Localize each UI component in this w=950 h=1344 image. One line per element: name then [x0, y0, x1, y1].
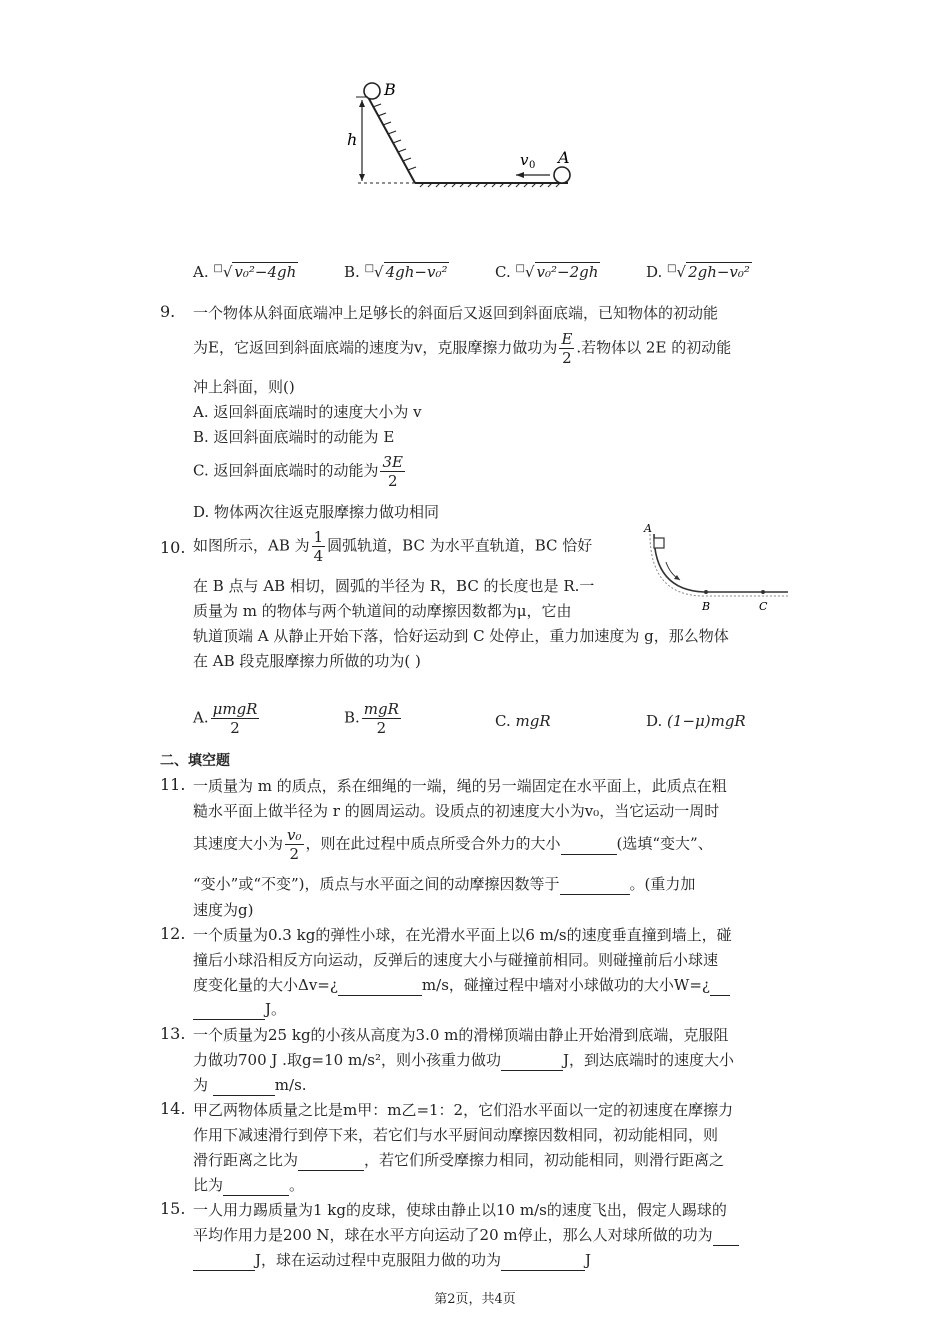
q9-option-d: D. 物体两次往返克服摩擦力做功相同 [193, 503, 440, 521]
q10-line3: 质量为 m 的物体与两个轨道间的动摩擦因数都为μ，它由 [193, 602, 572, 620]
q8-option-a: A. □√ v₀²−4gh [193, 263, 297, 281]
label-b: B [384, 80, 396, 99]
q14-blank2[interactable] [223, 1175, 289, 1196]
q10-option-c: C. mgR [495, 712, 551, 730]
q10-number: 10. [160, 538, 186, 557]
label-v0-sub: 0 [529, 160, 536, 171]
q12-line2: 撞后小球沿相反方向运动，反弹后的速度大小与碰撞前相同。则碰撞前后小球速 [193, 951, 719, 969]
q9-line2: 为E，它返回到斜面底端的速度为v，克服摩擦力做功为 $\frac{E}{2}$ .若物体以 2E 的初动能 [193, 330, 732, 367]
q9-line3: 冲上斜面，则() [193, 378, 295, 396]
q15-line1: 一人用力踢质量为1 kg的皮球，使球由静止以10 m/s的速度飞出，假定人踢球的 [193, 1201, 727, 1219]
q9-number: 9. [160, 302, 176, 321]
q10-line5: 在 AB 段克服摩擦力所做的功为( ) [193, 652, 421, 670]
q12-line4: J。 [193, 999, 286, 1020]
q11-blank1[interactable] [561, 834, 617, 855]
q10-line1: 如图所示，AB 为 $\frac{1}{4}$ 圆弧轨道，BC 为水平直轨道，BC 恰好 [193, 528, 593, 565]
q13-blank1[interactable] [501, 1050, 563, 1071]
q14-line1: 甲乙两物体质量之比是m甲：m乙=1：2，它们沿水平面以一定的初速度在摩擦力 [193, 1101, 734, 1119]
q14-line3: 滑行距离之比为 ，若它们所受摩擦力相同，初动能相同，则滑行距离之 [193, 1151, 725, 1169]
label-h: h [347, 130, 358, 149]
q13-blank2[interactable] [213, 1075, 275, 1096]
q9-option-a: A. 返回斜面底端时的速度大小为 v [193, 403, 422, 421]
q11-line3: 其速度大小为 $\frac{\text{v₀}}{2}$ ，则在此过程中质点所受合外力的大小 (选填“变大”、 [193, 826, 713, 863]
q10-line4: 轨道顶端 A 从静止开始下落，恰好运动到 C 处停止，重力加速度为 g，那么物体 [193, 627, 729, 645]
q10-option-b: B. $\frac{\text{mgR}}{2}$ [344, 700, 399, 737]
q14-line2: 作用下减速滑行到停下来，若它们与水平厨间动摩擦因数相同，初动能相同，则 [193, 1126, 719, 1144]
q12-line1: 一个质量为0.3 kg的弹性小球，在光滑水平面上以6 m/s的速度垂直撞到墙上，碰 [193, 926, 732, 944]
q8-option-b: B. □√ 4gh−v₀² [344, 263, 448, 281]
q11-line1: 一质量为 m 的质点，系在细绳的一端，绳的另一端固定在水平面上，此质点在粗 [193, 777, 727, 795]
q10-line2: 在 B 点与 AB 相切，圆弧的半径为 R，BC 的长度也是 R.一 [193, 577, 595, 595]
q9-option-c: C. 返回斜面底端时的动能为 $\frac{3E}{2}$ [193, 453, 403, 490]
q15-blank2[interactable] [501, 1250, 585, 1271]
label-a: A [558, 148, 570, 167]
q14-blank1[interactable] [298, 1150, 364, 1171]
block [654, 538, 664, 548]
ball-a [554, 167, 570, 183]
page-footer: 第2页，共4页 [434, 1292, 516, 1307]
q15-blank1[interactable] [193, 1250, 255, 1271]
q10-option-d: D. (1−μ)mgR [646, 712, 746, 730]
q11-blank2[interactable] [560, 874, 630, 895]
q12-number: 12. [160, 924, 186, 943]
q9-option-b: B. 返回斜面底端时的动能为 E [193, 428, 395, 446]
section-title: 二、填空题 [160, 753, 230, 769]
q11-line5: 速度为g) [193, 901, 254, 919]
q13-line1: 一个质量为25 kg的小孩从高度为3.0 m的滑梯顶端由静止开始滑到底端，克服阻 [193, 1026, 729, 1044]
arc-label-b: B [702, 600, 711, 612]
q10-option-a: A. $\frac{\text{μmgR}}{2}$ [193, 700, 258, 737]
q12-blank2[interactable] [193, 999, 265, 1020]
q14-number: 14. [160, 1099, 186, 1118]
q11-line2: 糙水平面上做半径为 r 的圆周运动。设质点的初速度大小为v₀，当它运动一周时 [193, 802, 720, 820]
q12-blank1[interactable] [338, 975, 422, 996]
q11-line4: “变小”或“不变”)，质点与水平面之间的动摩擦因数等于 。(重力加 [193, 875, 696, 893]
q11-number: 11. [160, 775, 186, 794]
q13-number: 13. [160, 1024, 186, 1043]
q13-line3: 为 m/s. [193, 1076, 307, 1094]
q13-line2: 力做功700 J .取g=10 m/s²，则小孩重力做功 J，到达底端时的速度大小 [193, 1051, 734, 1069]
arc-label-a: A [644, 522, 652, 535]
q15-line3: J，球在运动过程中克服阻力做的功为 J [193, 1250, 591, 1271]
q14-line4: 比为 。 [193, 1176, 305, 1194]
figure-arc-track [640, 522, 790, 612]
label-v0: v [520, 151, 529, 169]
figure-incline [340, 75, 590, 195]
q15-number: 15. [160, 1199, 186, 1218]
q8-option-d: D. □√ 2gh−v₀² [646, 263, 750, 281]
arc-label-c: C [759, 600, 768, 612]
q15-line2: 平均作用力是200 N，球在水平方向运动了20 m停止，那么人对球所做的功为 [193, 1225, 739, 1246]
q12-line3: 度变化量的大小Δv=¿ m/s，碰撞过程中墙对小球做功的大小W=¿ [193, 975, 730, 996]
q8-option-c: C. □√ v₀²−2gh [495, 263, 599, 281]
q9-line1: 一个物体从斜面底端冲上足够长的斜面后又返回到斜面底端，已知物体的初动能 [193, 304, 719, 322]
